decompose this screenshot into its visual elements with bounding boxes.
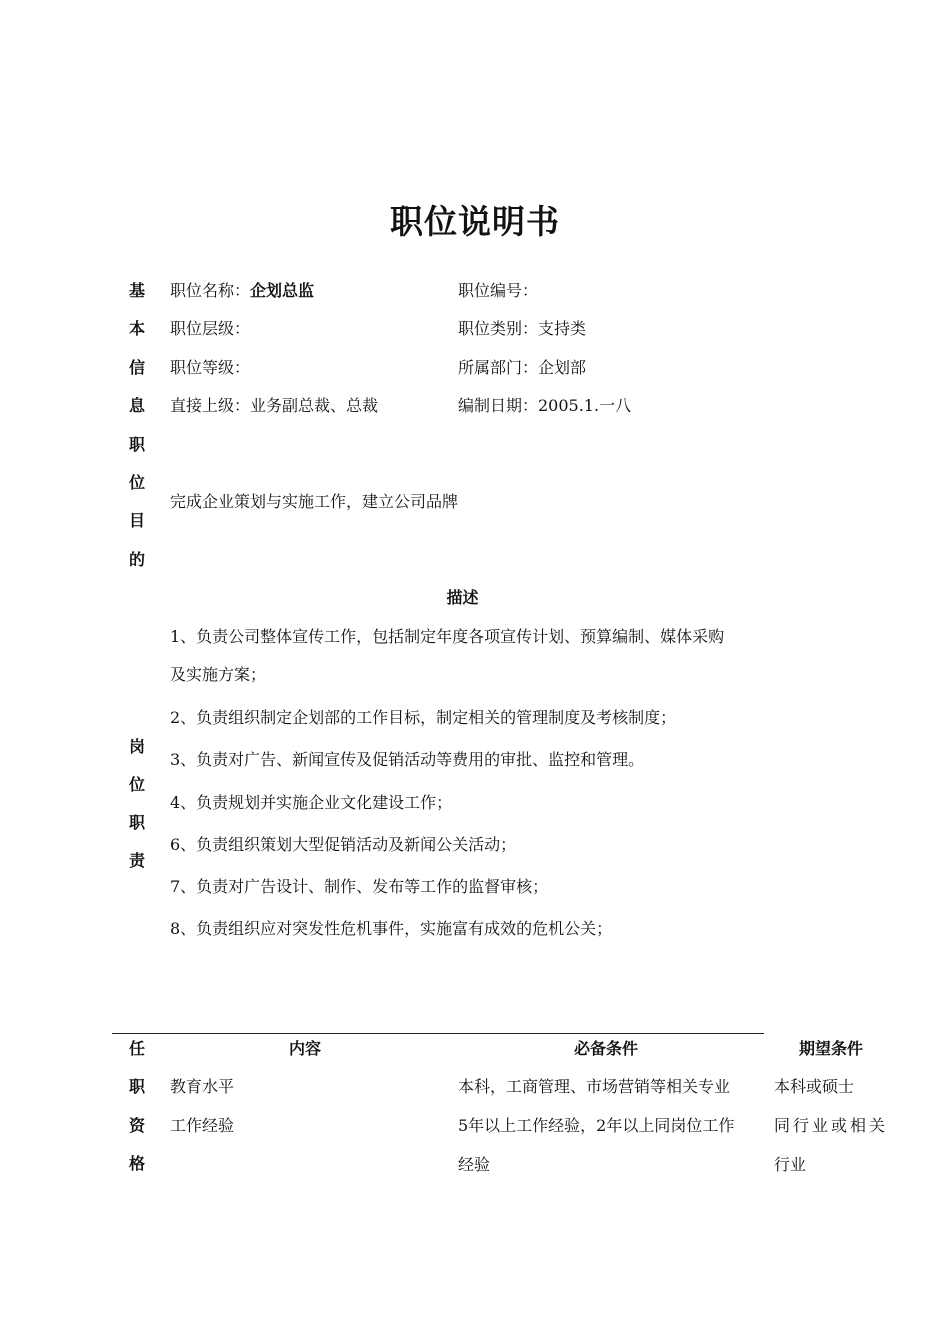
section-label-basic-3: 信 — [128, 358, 145, 377]
column-header-required: 必备条件 — [573, 1039, 638, 1058]
qual-row-expected: 本科或硕士 — [774, 1077, 855, 1096]
qual-row-expected: 同行业或相关 — [774, 1116, 889, 1135]
position-level-label: 职位层级： — [170, 319, 251, 338]
column-header-content: 内容 — [288, 1039, 321, 1058]
qual-row-required: 本科，工商管理、市场营销等相关专业 — [458, 1077, 731, 1096]
duty-item: 1、负责公司整体宣传工作，包括制定年度各项宣传计划、预算编制、媒体采购 — [170, 627, 725, 646]
qual-row-content: 教育水平 — [170, 1077, 235, 1096]
department: 所属部门：企划部 — [458, 358, 587, 377]
section-label-duties-2: 位 — [128, 775, 145, 794]
column-header-expected: 期望条件 — [798, 1039, 863, 1058]
section-label-qual-4: 格 — [128, 1154, 145, 1173]
duty-item: 2、负责组织制定企划部的工作目标，制定相关的管理制度及考核制度； — [170, 708, 677, 727]
table-divider — [112, 1033, 764, 1034]
section-label-duties-1: 岗 — [128, 737, 145, 756]
duties-header: 描述 — [446, 588, 479, 607]
purpose-text: 完成企业策划与实施工作，建立公司品牌 — [170, 492, 459, 511]
position-code-label: 职位编号： — [458, 281, 539, 300]
duty-item: 7、负责对广告设计、制作、发布等工作的监督审核； — [170, 877, 549, 896]
section-label-duties-3: 职 — [128, 813, 145, 832]
qual-required-continued: 经验 — [458, 1155, 491, 1174]
position-name-field — [170, 278, 314, 301]
section-label-qual-1: 任 — [128, 1039, 145, 1058]
duty-item: 8、负责组织应对突发性危机事件，实施富有成效的危机公关； — [170, 919, 613, 938]
duty-item: 4、负责规划并实施企业文化建设工作； — [170, 793, 453, 812]
section-label-purpose-4: 的 — [128, 550, 145, 569]
qual-row-content: 工作经验 — [170, 1116, 235, 1135]
section-label-qual-2: 职 — [128, 1077, 145, 1096]
direct-superior: 直接上级：业务副总裁、总裁 — [170, 396, 379, 415]
duty-item: 及实施方案； — [170, 665, 267, 684]
duty-item: 3、负责对广告、新闻宣传及促销活动等费用的审批、监控和管理。 — [170, 750, 645, 769]
section-label-purpose-1: 职 — [128, 435, 145, 454]
section-label-qual-3: 资 — [128, 1116, 145, 1135]
position-grade-label: 职位等级： — [170, 358, 251, 377]
qual-expected-continued: 行业 — [774, 1155, 807, 1174]
section-label-basic-4: 息 — [128, 396, 145, 415]
section-label-purpose-2: 位 — [128, 473, 145, 492]
section-label-purpose-3: 目 — [128, 511, 145, 530]
duty-item: 6、负责组织策划大型促销活动及新闻公关活动； — [170, 835, 517, 854]
section-label-duties-4: 责 — [128, 851, 145, 870]
position-name-value: 企划总监 — [250, 281, 315, 300]
position-name-label: 职位名称： — [170, 281, 251, 300]
section-label-basic-2: 本 — [128, 319, 145, 338]
qual-row-required: 5年以上工作经验，2年以上同岗位工作 — [458, 1116, 735, 1135]
compile-date: 编制日期：2005.1.一八 — [458, 396, 632, 415]
page-title: 职位说明书 — [390, 202, 560, 241]
position-category: 职位类别：支持类 — [458, 319, 587, 338]
section-label-basic-1: 基 — [128, 281, 145, 300]
